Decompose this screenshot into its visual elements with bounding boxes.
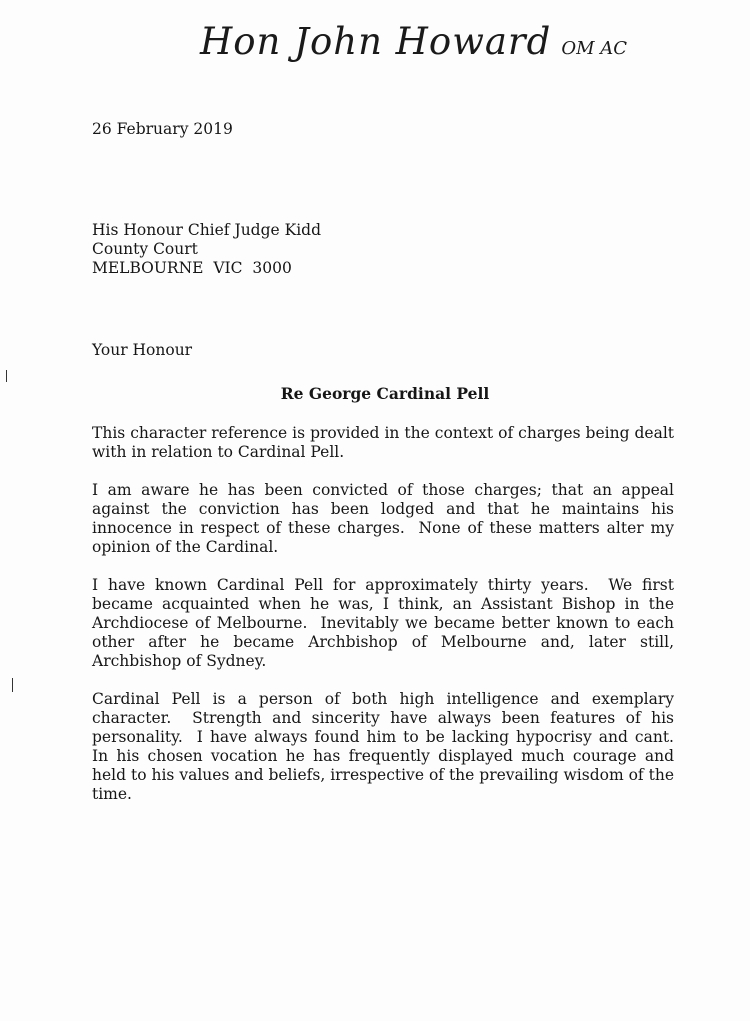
address-line: His Honour Chief Judge Kidd bbox=[92, 221, 321, 239]
body-paragraph: Cardinal Pell is a person of both high intelligence and exemplary character. Strength and sincerity have always been features of his personality. I have always found him to be lacking hypocrisy and cant. In his chosen vocation he has frequently displayed much courage and held to his values and beliefs, irrespective of the prevailing wisdom of the time. bbox=[92, 690, 684, 803]
letterhead-postnominals: OM AC bbox=[561, 38, 627, 59]
letterhead-name: Hon John Howard bbox=[200, 20, 552, 63]
letter-body bbox=[92, 424, 684, 823]
address-line: MELBOURNE VIC 3000 bbox=[92, 259, 292, 277]
subject-heading: Re George Cardinal Pell bbox=[280, 384, 490, 403]
body-paragraph: I have known Cardinal Pell for approximately thirty years. We first became acquainted when he was, I think, an Assistant Bishop in the Archdiocese of Melbourne. Inevitably we became better known to each other after he became Archbishop of Melbourne and, later still, Archbishop of Sydney. bbox=[92, 576, 679, 670]
scan-mark bbox=[12, 678, 13, 692]
body-paragraph: I am aware he has been convicted of those charges; that an appeal against the conviction has been lodged and that he maintains his innocence in respect of these charges. None of these matters alter my opinion of the Cardinal. bbox=[92, 481, 679, 556]
body-paragraph: This character reference is provided in the context of charges being dealt with in relation to Cardinal Pell. bbox=[92, 424, 679, 461]
letter-date: 26 February 2019 bbox=[92, 120, 233, 138]
letterhead bbox=[200, 20, 627, 63]
recipient-address bbox=[92, 221, 321, 278]
scan-mark bbox=[6, 370, 7, 382]
salutation: Your Honour bbox=[92, 341, 193, 359]
address-line: County Court bbox=[92, 240, 198, 258]
